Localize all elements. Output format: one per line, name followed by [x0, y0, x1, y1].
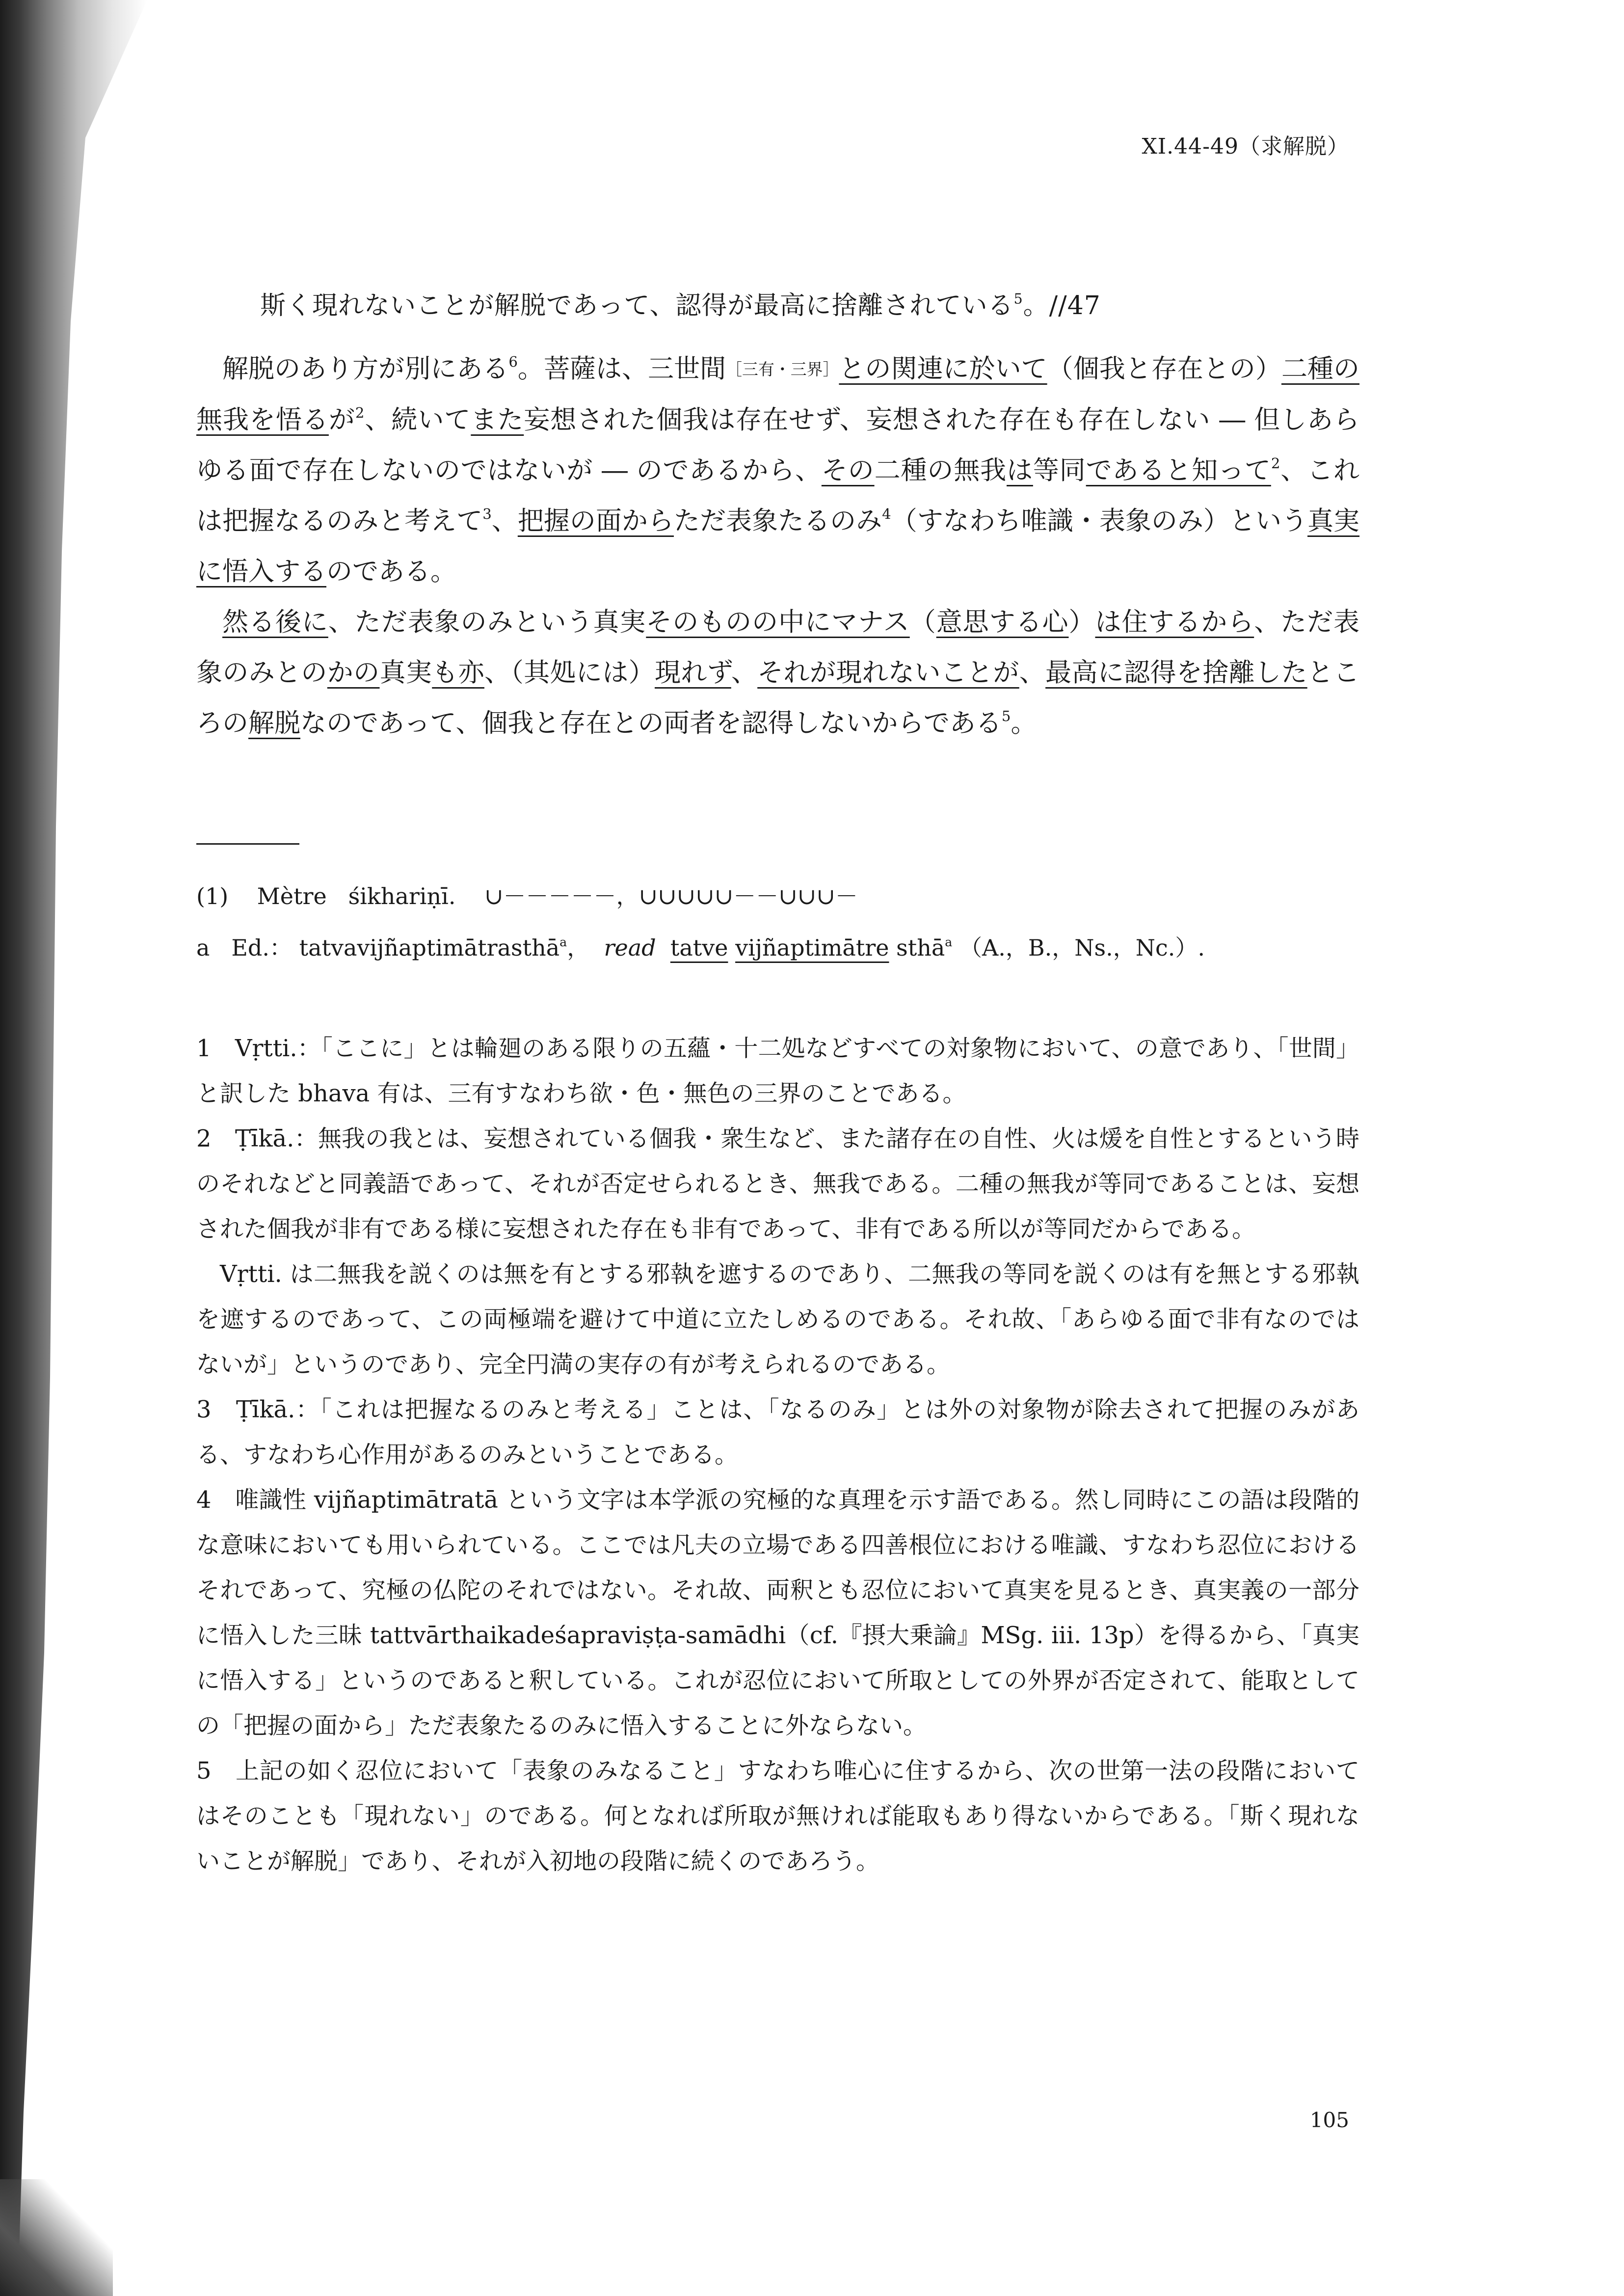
variant-correction: vijñaptimātre [735, 934, 889, 961]
text-run: なのであって、個我と存在との両者を認得しないからである [300, 708, 1002, 739]
variant-mark: a [945, 935, 953, 950]
text-run: 、 [1019, 658, 1046, 688]
meter-note [196, 879, 858, 911]
text-run: 二種の無我 [874, 455, 1007, 486]
note-ref: 5 [1001, 708, 1011, 725]
variant-letter: a [196, 934, 210, 961]
variant-separator: ， [567, 934, 590, 961]
underlined-run: は住するから [1095, 607, 1254, 638]
commentary-body [196, 344, 1359, 748]
underlined-run: 解脱 [248, 708, 300, 739]
footnote-2-continued: Vṛtti. は二無我を説くのは無を有とする邪執を遮するのであり、二無我の等同を説くのは有を無とする邪執を遮するのであって、この両極端を避けて中道に立たしめるのである。それ故、「あらゆる面で非有なのではないが」というのであり、完全円満の実存の有が考えられるのである。 [196, 1260, 1359, 1378]
underlined-run: 真実に悟入する [196, 506, 1360, 587]
verse-text: 斯く現れないことが解脱であって、認得が最高に捨離されている [260, 291, 1014, 320]
underlined-run: また [471, 405, 524, 435]
underlined-run: 意思する心 [936, 607, 1069, 638]
variant-correction: tatve [670, 934, 728, 961]
text-run: 、これは把握なるのみと考えて [196, 455, 1360, 536]
variant-read-label: read [604, 934, 656, 961]
text-run: 、 [491, 506, 518, 536]
text-run: 。菩薩は、三世間 [517, 354, 726, 384]
text-run: 、ただ表象のみとの [196, 607, 1360, 688]
underlined-run: それが現れないことが [757, 658, 1019, 688]
variant-correction: sthā [896, 934, 945, 961]
underlined-run: 然る後に [222, 607, 328, 638]
variant-reading-note [196, 930, 1205, 962]
text-run: （ [909, 607, 936, 638]
footnote-3: 3 Ṭīkā.：「これは把握なるのみと考える」ことは、「なるのみ」とは外の対象物が除去されて把握のみがある、すなわち心作用があるのみということである。 [196, 1396, 1359, 1468]
text-run: 、 [731, 658, 758, 688]
note-ref: 4 [882, 506, 891, 523]
text-run: ところの [196, 658, 1360, 739]
verse-number: 。//47 [1023, 291, 1101, 320]
footnote-5: 5 上記の如く忍位において「表象のみなること」すなわち唯心に住するから、次の世第一法の段階においてはそのことも「現れない」のである。何となれば所取が無ければ能取もあり得ないからである。「斯く現れないことが解脱」であり、それが入初地の段階に続くのであろう。 [196, 1757, 1359, 1875]
footnotes [196, 1026, 1359, 1884]
text-run: のである。 [326, 557, 456, 587]
scan-shadow-corner [0, 2179, 113, 2296]
underlined-run: であると知って [1086, 455, 1271, 486]
underlined-run: 最高に認得を捨離した [1045, 658, 1307, 688]
underlined-run: かの [327, 658, 380, 688]
underlined-run: その [821, 455, 875, 486]
underlined-run: そのものの中にマナス [646, 607, 910, 638]
text-run: 解脱のあり方が別にある [222, 354, 509, 384]
variant-mark: a [559, 935, 567, 950]
meter-number: (1) [196, 883, 229, 909]
underlined-run: も亦 [432, 658, 484, 688]
underlined-run: 把握の面から [517, 506, 674, 536]
variant-edition: Ed.： [231, 934, 292, 961]
verse-line [260, 285, 1101, 321]
text-run: 、ただ表象のみという真実 [328, 607, 646, 638]
text-run: ） [1068, 607, 1095, 638]
footnote-rule [196, 843, 299, 845]
footnote-1: 1 Vṛtti.：「ここに」とは輪廻のある限りの五蘊・十二処などすべての対象物において、の意であり、「世間」と訳した bhava 有は、三有すなわち欲・色・無色の三界のことである。 [196, 1035, 1359, 1107]
underlined-run: 二種の無我を悟る [196, 354, 1359, 435]
underlined-run: 現れず [654, 658, 731, 688]
commentary-paragraph-1 [196, 344, 1359, 597]
running-header: XI.44-49（求解脱） [1142, 134, 1349, 159]
text-run: 、（其処には） [484, 658, 655, 688]
footnote-4: 4 唯識性 vijñaptimātratā という文字は本学派の究極的な真理を示す語である。然し同時にこの語は段階的な意味においても用いられている。ここでは凡夫の立場である四善根位における唯識、すなわち忍位におけるそれであって、究極の仏陀のそれではない。それ故、両釈とも忍位において真実を見るとき、真実義の一部分に悟入した三昧 tattvārthaikadeśapraviṣṭa-samādhi（cf.『摂大乗論』MSg. iii. 13p）を得るから、「真実に悟入する」というのであると釈している。これが忍位において所取としての外界が否定されて、能取としての「把握の面から」ただ表象たるのみに悟入することに外ならない。 [196, 1486, 1359, 1739]
note-ref: 6 [508, 353, 518, 371]
footnote-2: 2 Ṭīkā.：無我の我とは、妄想されている個我・衆生など、また諸存在の自性、火は煖を自性とするという時のそれなどと同義語であって、それが否定せられるとき、無我である。二種の無我が等同であることは、妄想された個我が非有である様に妄想された存在も非有であって、非有である所以が等同だからである。 [196, 1125, 1359, 1243]
text-run: 妄想された個我は存在せず、妄想された存在も存在しない ― 但しあらゆる面で存在しないのではないが ― のであるから、 [196, 405, 1360, 486]
variant-reading: tatvavijñaptimātrasthā [299, 934, 560, 961]
note-ref: 2 [1271, 455, 1280, 472]
text-run: （すなわち唯識・表象のみ）という [891, 506, 1308, 536]
variant-witnesses: （A.，B.，Ns.，Nc.）. [959, 934, 1205, 961]
text-run: 真実 [379, 658, 432, 688]
note-ref: 2 [355, 404, 365, 422]
note-ref: 5 [1013, 290, 1023, 307]
meter-name: śikhariṇī. [348, 883, 456, 909]
commentary-paragraph-2 [196, 597, 1359, 748]
page-number: 105 [1309, 2108, 1349, 2132]
note-ref: 3 [482, 506, 492, 523]
text-run: （個我と存在との） [1047, 354, 1281, 384]
underlined-run: は [1007, 455, 1033, 486]
meter-label: Mètre [257, 883, 327, 909]
meter-pattern: ∪－－－－－，∪∪∪∪∪－－∪∪∪－ [484, 883, 858, 909]
scan-shadow-edge [0, 0, 147, 2296]
text-run: 、続いて [364, 405, 471, 435]
underlined-run: との関連に於いて [839, 354, 1047, 384]
text-run: 。 [1011, 708, 1037, 739]
text-run: が [328, 405, 355, 435]
bracket-gloss: ［三有・三界］ [726, 360, 839, 379]
text-run: 等同 [1033, 455, 1086, 486]
text-run: ただ表象たるのみ [673, 506, 882, 536]
